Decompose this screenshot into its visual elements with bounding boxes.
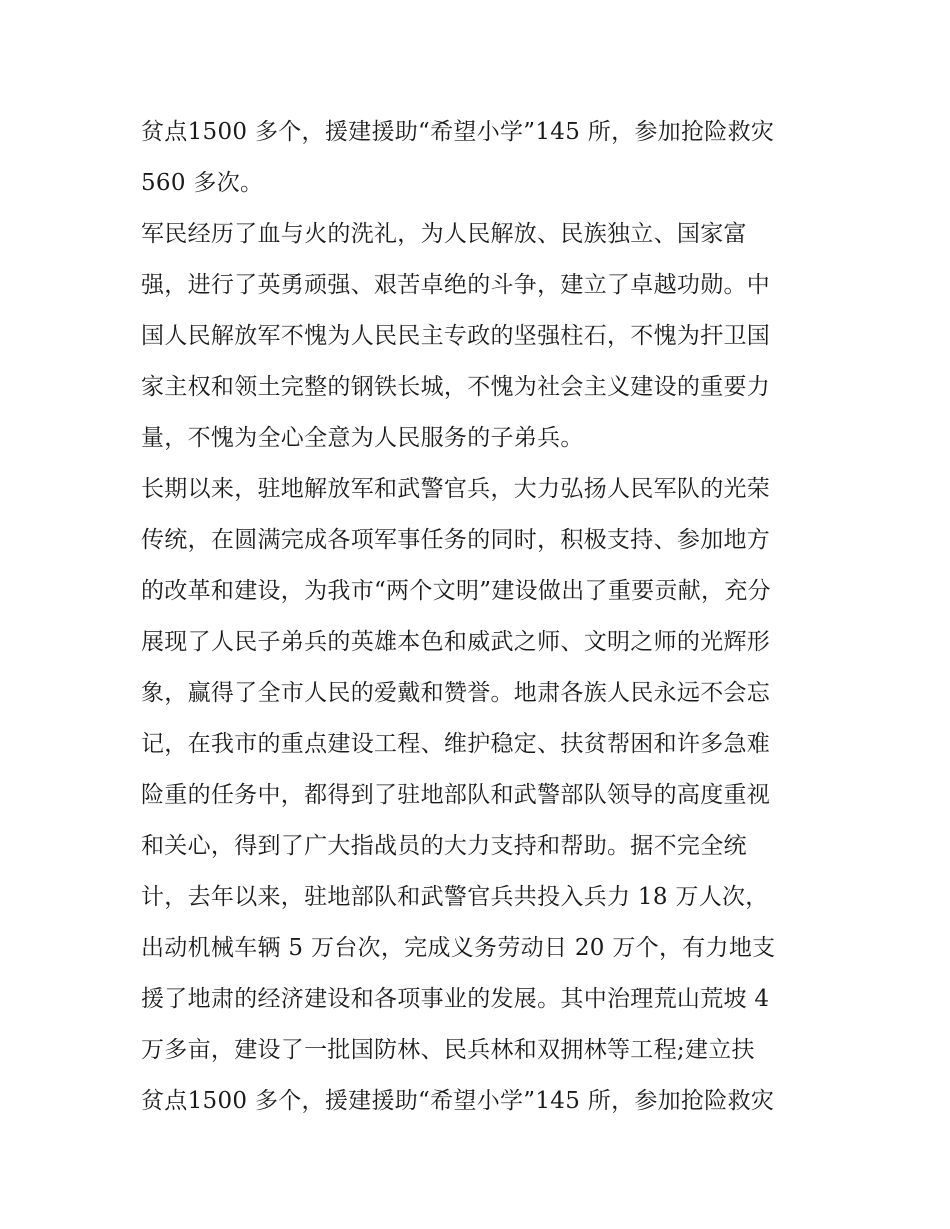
- text-line: 展现了人民子弟兵的英雄本色和威武之师、文明之师的光辉形: [141, 629, 771, 655]
- text-line: 象，赢得了全市人民的爱戴和赞誉。地肃各族人民永远不会忘: [141, 680, 771, 706]
- text-line: 传统，在圆满完成各项军事任务的同时，积极支持、参加地方: [141, 527, 771, 553]
- text-line: 万多亩，建设了一批国防林、民兵林和双拥林等工程;建立扶: [141, 1037, 755, 1063]
- text-line: 计，去年以来，驻地部队和武警官兵共投入兵力 18 万人次，: [141, 884, 769, 910]
- text-line: 强，进行了英勇顽强、艰苦卓绝的斗争，建立了卓越功勋。中: [141, 272, 771, 298]
- text-line: 贫点1500 多个，援建援助“希望小学”145 所，参加抢险救灾: [141, 119, 775, 145]
- text-line: 长期以来，驻地解放军和武警官兵，大力弘扬人民军队的光荣: [141, 476, 771, 502]
- text-line: 军民经历了血与火的洗礼，为人民解放、民族独立、国家富: [141, 221, 747, 247]
- text-line: 援了地肃的经济建设和各项事业的发展。其中治理荒山荒坡 4: [141, 986, 770, 1012]
- text-line: 出动机械车辆 5 万台次，完成义务劳动日 20 万个，有力地支: [141, 935, 776, 961]
- text-line: 国人民解放军不愧为人民民主专政的坚强柱石，不愧为扞卫国: [141, 323, 771, 349]
- text-line: 的改革和建设，为我市“两个文明”建设做出了重要贡献，充分: [141, 578, 771, 604]
- text-line: 家主权和领土完整的钢铁长城，不愧为社会主义建设的重要力: [141, 374, 771, 400]
- text-line: 和关心，得到了广大指战员的大力支持和帮助。据不完全统: [141, 833, 747, 859]
- text-line: 险重的任务中，都得到了驻地部队和武警部队领导的高度重视: [141, 782, 771, 808]
- document-body-text: [141, 107, 821, 1127]
- text-line: 记，在我市的重点建设工程、维护稳定、扶贫帮困和许多急难: [141, 731, 771, 757]
- text-line: 560 多次。: [141, 170, 264, 196]
- text-line: 量，不愧为全心全意为人民服务的子弟兵。: [141, 425, 584, 451]
- text-line: 贫点1500 多个，援建援助“希望小学”145 所，参加抢险救灾: [141, 1088, 775, 1114]
